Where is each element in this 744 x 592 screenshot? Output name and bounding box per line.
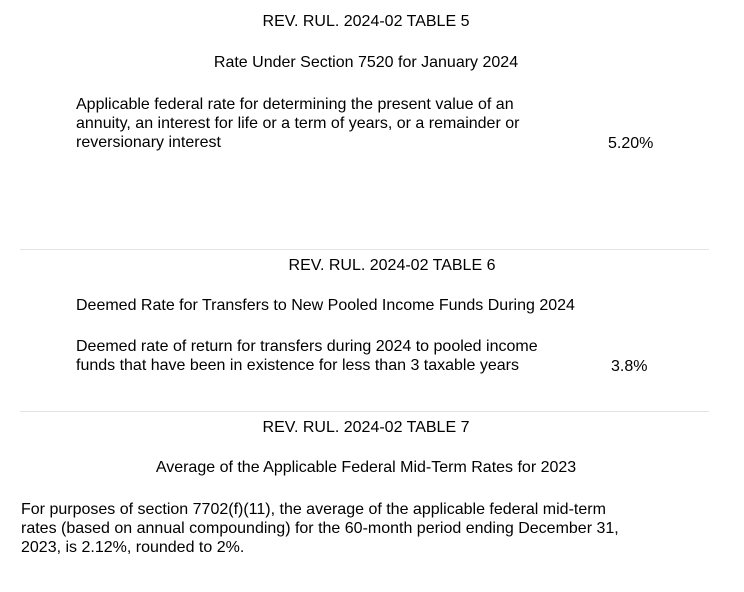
table5-heading: REV. RUL. 2024-02 TABLE 5 [262, 13, 470, 30]
table6-subheading: Deemed Rate for Transfers to New Pooled Income Funds During 2024 [76, 297, 575, 314]
table5-description: Applicable federal rate for determining the present value of an annuity, an interest for life or a term of years, or a remainder or reversionary interest [76, 96, 520, 151]
divider-1 [20, 249, 709, 250]
table6-description: Deemed rate of return for transfers during 2024 to pooled income funds that have been in existence for less than 3 taxable years [76, 338, 538, 374]
table7-subheading: Average of the Applicable Federal Mid-Term Rates for 2023 [155, 459, 577, 476]
table6-rate: 3.8% [611, 358, 648, 375]
table6-heading: REV. RUL. 2024-02 TABLE 6 [288, 257, 496, 274]
table5-subheading: Rate Under Section 7520 for January 2024 [213, 54, 519, 71]
table7-paragraph: For purposes of section 7702(f)(11), the average of the applicable federal mid-term rates (based on annual compounding) for the 60-month period ending December 31, 2023, is 2.12%, rounded to 2%. [21, 501, 619, 556]
table5-rate: 5.20% [608, 135, 654, 152]
table7-heading: REV. RUL. 2024-02 TABLE 7 [262, 419, 470, 436]
divider-2 [20, 411, 709, 412]
